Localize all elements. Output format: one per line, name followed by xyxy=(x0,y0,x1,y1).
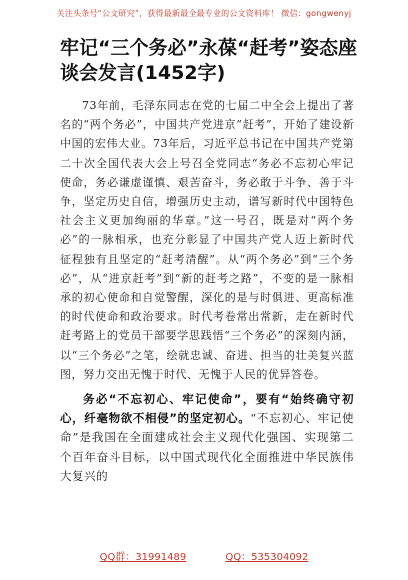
section-heading: 务必“不忘初心、牢记使命”，要有“始终确守初心，纤毫物欲不相侵”的坚定初心。 xyxy=(60,392,354,426)
header-banner: 关注头条号“公文研究”，获得最新最全最专业的公文资料库！ 微信：gongwenyj xyxy=(56,9,352,18)
footer-qq-group: QQ群：31991489 xyxy=(99,552,187,563)
footer-contact xyxy=(0,548,408,563)
paragraph-intro: 73年前，毛泽东同志在党的七届二中全会上提出了著名的“两个务必”，中国共产党进京“赶考”，开始了建设新中国的宏伟大业。73年后，习近平总书记在中国共产党第二十次全国代表大会上号召全党同志“务必不忘初心牢记使命，务必谦虚谨慎、艰苦奋斗，务必敢于斗争、善于斗争，坚定历史自信，增强历史主动，谱写新时代中国特色社会主义更加绚丽的华章。”这一号召，既是对“两个务必”的一脉相承，也充分彰显了中国共产党人迈上新时代征程独有且坚定的“赶考清醒”。从“两个务必”到“三个务必”，从“进京赶考”到“新的赶考之路”，不变的是一脉相承的初心使命和自觉警醒，深化的是与时俱进、更高标准的时代使命和政治要求。时代考卷常出常新，走在新时代赶考路上的党员干部要学思践悟“三个务必”的深刻内涵，以“三个务必”之笔，绘就忠诚、奋进、担当的壮美复兴蓝图，努力交出无愧于时代、无愧于人民的优异答卷。 xyxy=(60,99,354,381)
section-text: “不忘初心、牢记使命”是我国在全面建成社会主义现代化强国、实现第二个百年奋斗目标，以中国式现代化全面推进中华民族伟大复兴的 xyxy=(60,411,355,483)
document-title: 牢记“三个务必”永葆“赶考”姿态座谈会发言(1452字) xyxy=(60,37,357,84)
paragraph-section-1 xyxy=(60,390,354,486)
document-body xyxy=(60,96,354,486)
footer-qq: QQ：535304092 xyxy=(225,552,309,563)
